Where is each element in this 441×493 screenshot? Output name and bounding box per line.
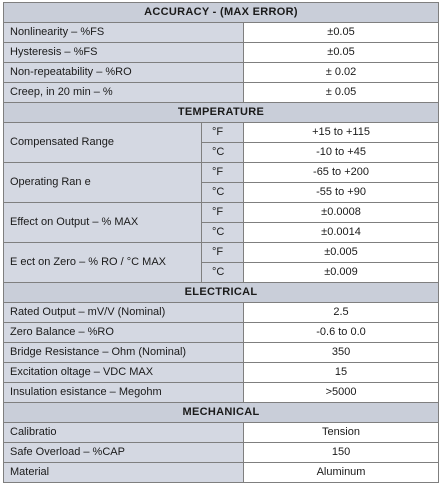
unit-label: °F (202, 243, 244, 263)
table-row (4, 203, 439, 223)
section-header-row (4, 3, 439, 23)
row-value: Tension (244, 423, 439, 443)
row-label: Material (4, 463, 244, 483)
row-value: >5000 (244, 383, 439, 403)
unit-label: °C (202, 143, 244, 163)
row-label: Bridge Resistance – Ohm (Nominal) (4, 343, 244, 363)
unit-label: °F (202, 163, 244, 183)
row-value: -65 to +200 (244, 163, 439, 183)
row-value: ±0.0008 (244, 203, 439, 223)
section-title-mechanical: MECHANICAL (4, 403, 439, 423)
row-value: 15 (244, 363, 439, 383)
row-label: E ect on Zero – % RO / °C MAX (4, 243, 202, 283)
table-row (4, 423, 439, 443)
row-value: +15 to +115 (244, 123, 439, 143)
table-row (4, 163, 439, 183)
unit-label: °C (202, 183, 244, 203)
row-label: Operating Ran e (4, 163, 202, 203)
table-row (4, 123, 439, 143)
unit-label: °F (202, 203, 244, 223)
specification-table (3, 2, 439, 483)
row-label: Compensated Range (4, 123, 202, 163)
section-title-temperature: TEMPERATURE (4, 103, 439, 123)
row-value: ±0.005 (244, 243, 439, 263)
table-row (4, 83, 439, 103)
section-title-electrical: ELECTRICAL (4, 283, 439, 303)
row-label: Insulation esistance – Megohm (4, 383, 244, 403)
row-value: ±0.009 (244, 263, 439, 283)
row-label: Zero Balance – %RO (4, 323, 244, 343)
row-label: Hysteresis – %FS (4, 43, 244, 63)
unit-label: °F (202, 123, 244, 143)
row-label: Non-repeatability – %RO (4, 63, 244, 83)
row-label: Nonlinearity – %FS (4, 23, 244, 43)
row-value: ± 0.05 (244, 83, 439, 103)
table-row (4, 243, 439, 263)
row-value: Aluminum (244, 463, 439, 483)
row-value: ± 0.02 (244, 63, 439, 83)
row-value: ±0.05 (244, 23, 439, 43)
row-value: ±0.05 (244, 43, 439, 63)
row-value: ±0.0014 (244, 223, 439, 243)
row-value: -55 to +90 (244, 183, 439, 203)
row-label: Effect on Output – % MAX (4, 203, 202, 243)
table-row (4, 363, 439, 383)
table-row (4, 463, 439, 483)
unit-label: °C (202, 223, 244, 243)
table-row (4, 63, 439, 83)
row-label: Rated Output – mV/V (Nominal) (4, 303, 244, 323)
table-row (4, 303, 439, 323)
table-row (4, 323, 439, 343)
row-label: Creep, in 20 min – % (4, 83, 244, 103)
table-row (4, 23, 439, 43)
row-label: Excitation oltage – VDC MAX (4, 363, 244, 383)
row-value: -10 to +45 (244, 143, 439, 163)
table-row (4, 43, 439, 63)
section-title-accuracy-max-error: ACCURACY - (MAX ERROR) (4, 3, 439, 23)
unit-label: °C (202, 263, 244, 283)
row-label: Safe Overload – %CAP (4, 443, 244, 463)
table-row (4, 383, 439, 403)
row-value: -0.6 to 0.0 (244, 323, 439, 343)
row-value: 150 (244, 443, 439, 463)
row-value: 2.5 (244, 303, 439, 323)
section-header-row (4, 103, 439, 123)
section-header-row (4, 283, 439, 303)
table-row (4, 343, 439, 363)
row-value: 350 (244, 343, 439, 363)
section-header-row (4, 403, 439, 423)
row-label: Calibratio (4, 423, 244, 443)
table-row (4, 443, 439, 463)
